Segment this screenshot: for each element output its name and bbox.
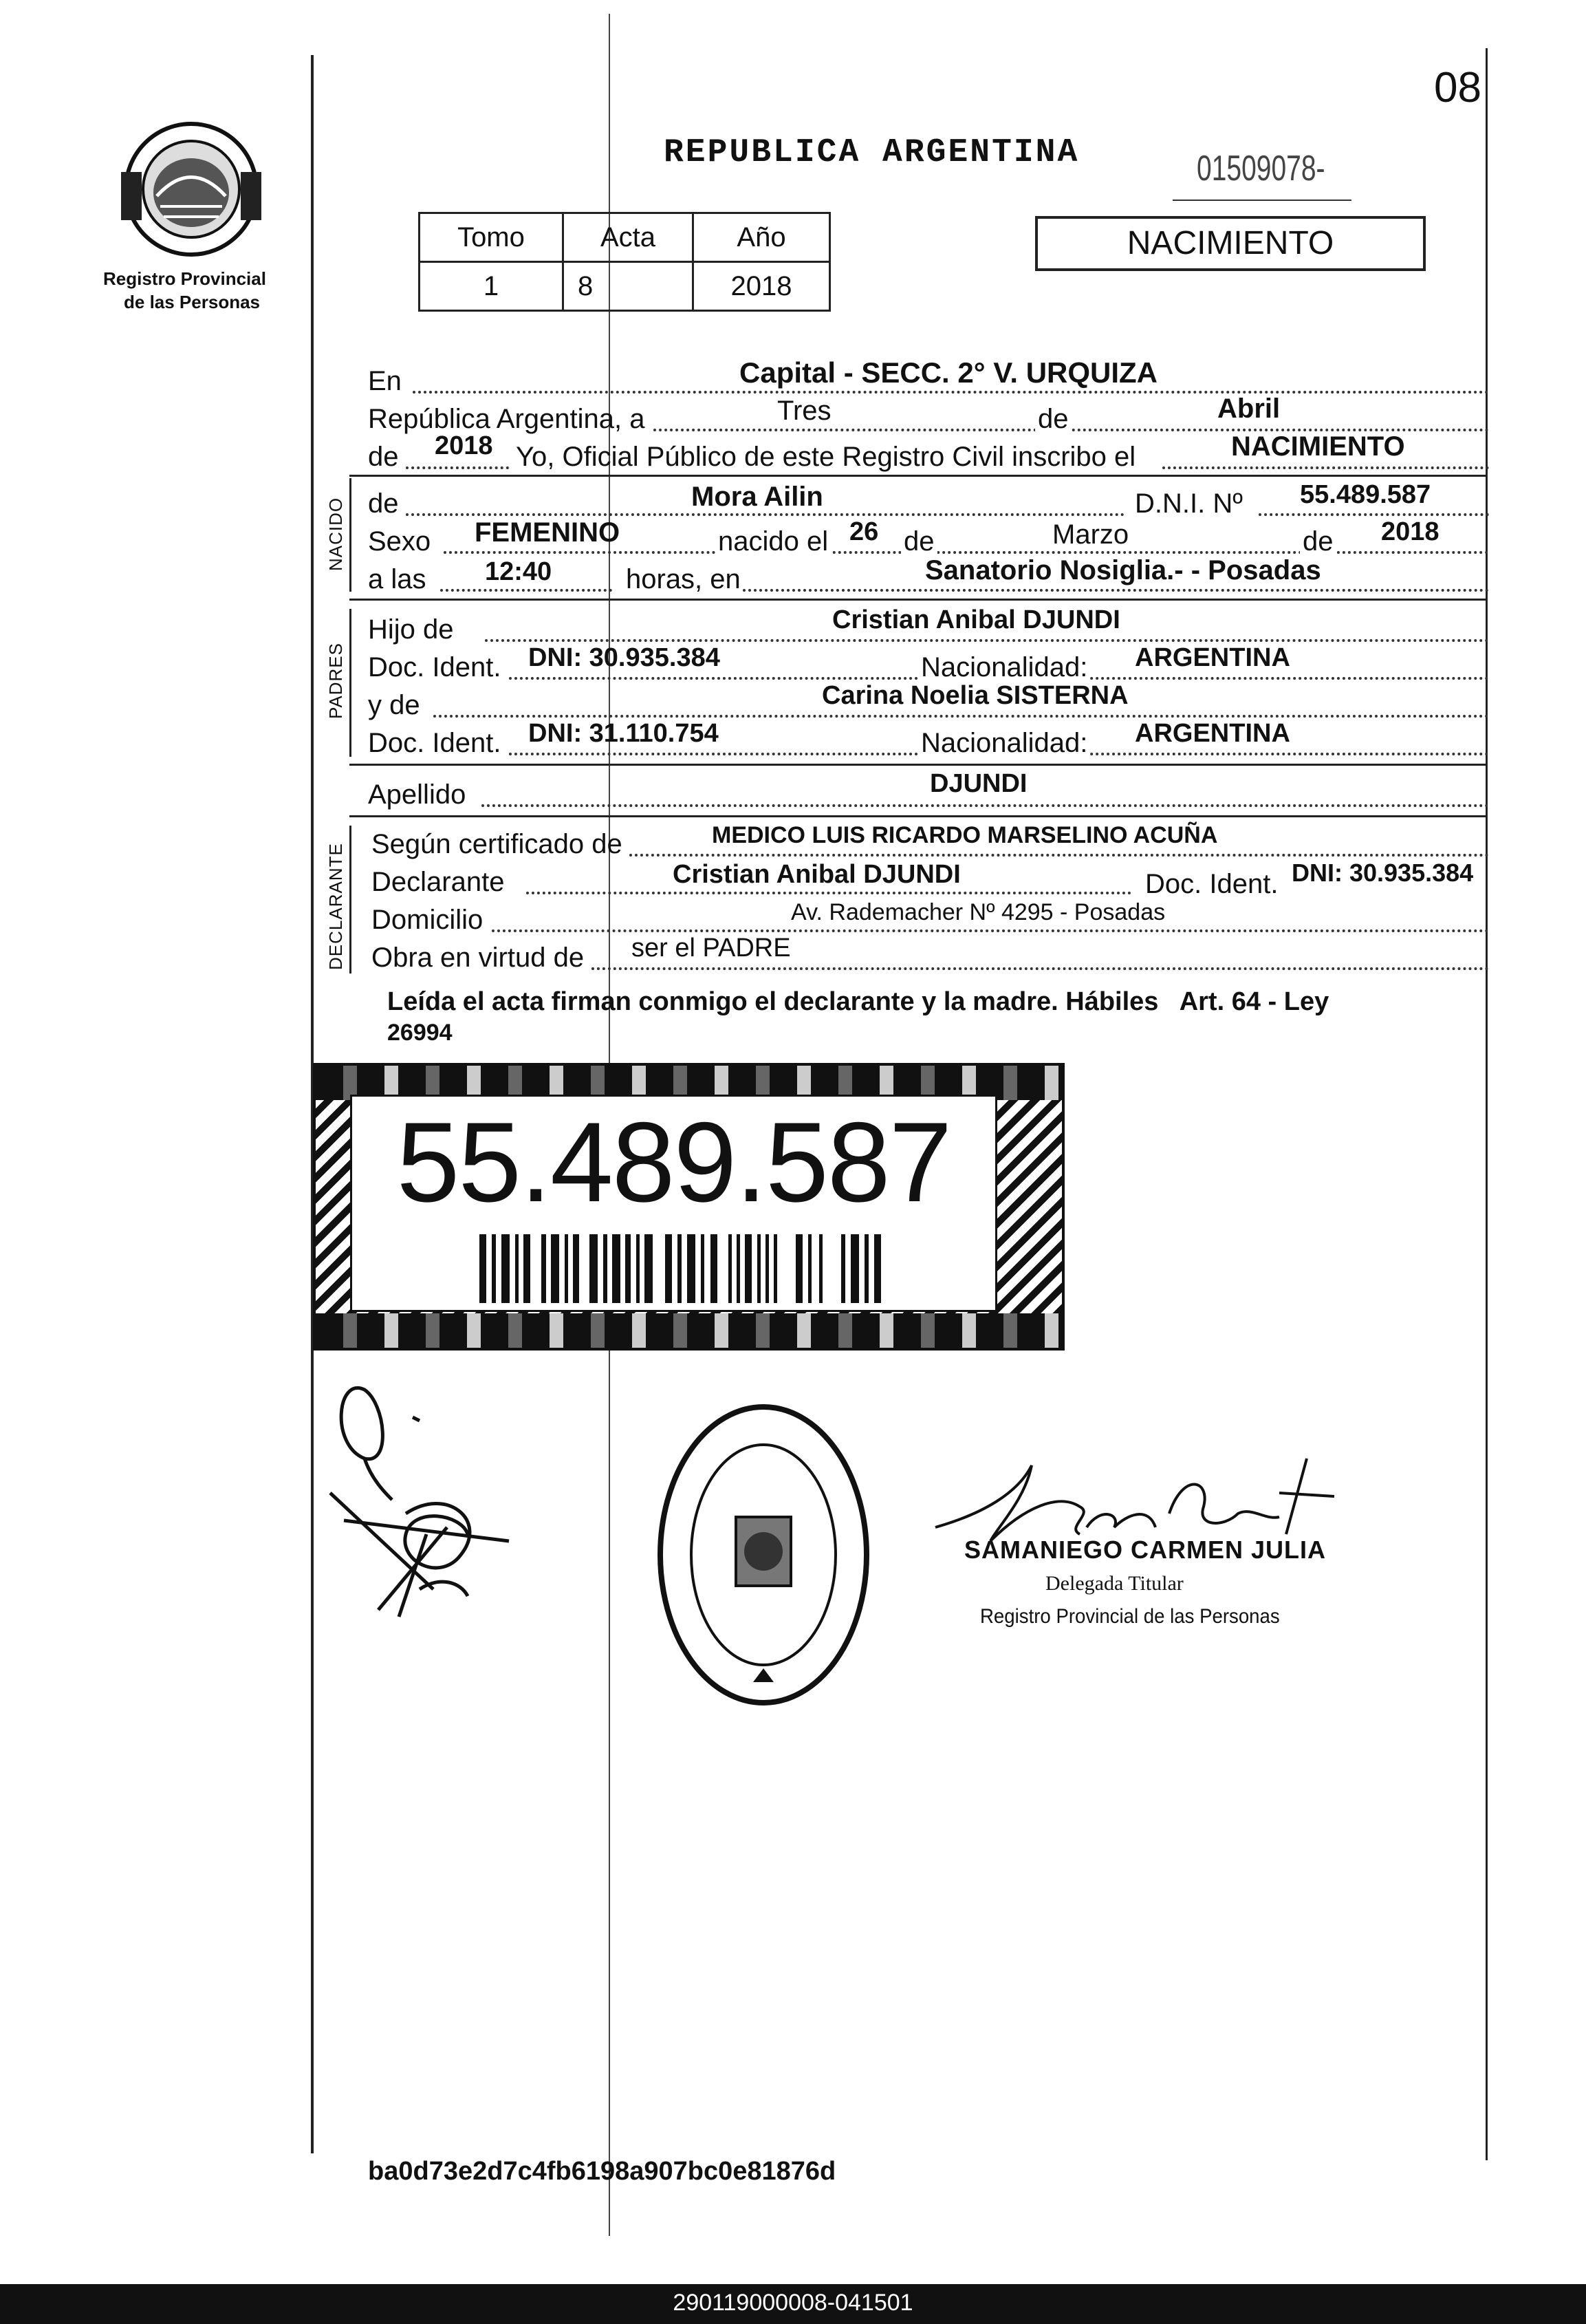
section-separator <box>349 815 1486 817</box>
section-label-padres: PADRES <box>325 643 346 719</box>
logo-caption-line1: Registro Provincial <box>103 268 266 289</box>
nacido-el-label: nacido el <box>715 526 831 557</box>
oficial-text: Yo, Oficial Público de este Registro Civil inscribo el <box>516 442 1136 472</box>
section-label-declarante: DECLARANTE <box>325 843 346 970</box>
obra-value: ser el PADRE <box>631 934 791 962</box>
table-header-ano: Año <box>693 213 829 262</box>
father-name: Cristian Anibal DJUNDI <box>832 605 1120 634</box>
domicilio-value: Av. Rademacher Nº 4295 - Posadas <box>791 899 1166 925</box>
en-label: En <box>368 366 402 396</box>
dotted-line <box>743 589 1489 592</box>
domicilio-label: Domicilio <box>371 905 484 935</box>
mother-doc: DNI: 31.110.754 <box>528 719 719 748</box>
section-label-nacido: NACIDO <box>325 497 346 571</box>
section-separator <box>349 599 1486 601</box>
child-sex: FEMENINO <box>475 517 620 548</box>
dni-label: D.N.I. Nº <box>1135 488 1243 519</box>
id-sticker <box>313 1063 1065 1351</box>
table-value-tomo: 1 <box>420 262 563 311</box>
record-type-box: NACIMIENTO <box>1035 216 1426 271</box>
segun-label: Según certificado de <box>371 829 622 859</box>
dotted-line <box>481 804 1489 807</box>
barcode <box>479 1234 882 1303</box>
y-de-label: y de <box>368 690 420 720</box>
a-las-label: a las <box>368 564 426 594</box>
child-dni: 55.489.587 <box>1300 480 1431 509</box>
certificado-value: MEDICO LUIS RICARDO MARSELINO ACUÑA <box>712 822 1218 848</box>
nacido-de-label: de <box>368 488 399 519</box>
sexo-label: Sexo <box>368 526 431 557</box>
dotted-line <box>406 513 1125 516</box>
dotted-line <box>591 967 1489 970</box>
event-type: NACIMIENTO <box>1231 431 1405 462</box>
section-bracket-nacido <box>349 478 351 592</box>
serial-underline <box>1173 200 1351 201</box>
republica-label: República Argentina, a <box>368 404 645 434</box>
dotted-line <box>440 589 612 592</box>
registration-year: 2018 <box>435 431 493 460</box>
mother-nationality: ARGENTINA <box>1135 719 1290 748</box>
birth-de1: de <box>901 526 937 557</box>
de-label-year: de <box>368 442 399 472</box>
official-name: SAMANIEGO CARMEN JULIA <box>964 1536 1327 1564</box>
document-hash: ba0d73e2d7c4fb6198a907bc0e81876d <box>368 2157 836 2186</box>
province-logo <box>116 117 267 261</box>
document-title: REPUBLICA ARGENTINA <box>664 134 1080 171</box>
right-margin-line <box>1486 48 1488 2160</box>
closing-text-line2: 26994 <box>387 1020 453 1046</box>
dotted-line <box>526 892 1131 894</box>
apellido-label: Apellido <box>368 779 466 810</box>
declarante-doc: DNI: 30.935.384 <box>1292 859 1474 887</box>
father-doc: DNI: 30.935.384 <box>528 643 720 672</box>
registration-day: Tres <box>777 396 832 426</box>
declarante-label: Declarante <box>371 867 505 897</box>
declarante-doc-label: Doc. Ident. <box>1145 869 1279 899</box>
section-bracket-declarante <box>349 826 351 973</box>
sticker-number: 55.489.587 <box>396 1099 951 1225</box>
dotted-line <box>1259 513 1489 516</box>
closing-text-line1: Leída el acta firman conmigo el declarante y la madre. Hábiles Art. 64 - Ley <box>387 987 1329 1016</box>
dotted-line <box>1162 466 1489 469</box>
birth-de2: de <box>1300 526 1336 557</box>
dotted-line <box>492 929 1489 932</box>
section-bracket-padres <box>349 609 351 757</box>
dotted-line <box>485 639 1489 642</box>
dotted-line <box>406 466 509 469</box>
father-doc-label: Doc. Ident. <box>368 652 501 682</box>
father-nationality-label: Nacionalidad: <box>918 652 1090 683</box>
table-header-acta: Acta <box>563 213 693 262</box>
page-number: 08 <box>1434 64 1481 111</box>
registry-place: Capital - SECC. 2° V. URQUIZA <box>739 356 1158 389</box>
footer-code: 290119000008-041501 <box>673 2290 913 2316</box>
table-value-acta: 8 <box>563 262 693 311</box>
mother-doc-label: Doc. Ident. <box>368 728 501 758</box>
table-header-tomo: Tomo <box>420 213 563 262</box>
official-role: Delegada Titular <box>1045 1572 1184 1595</box>
sticker-panel <box>350 1095 997 1312</box>
logo-caption-line2: de las Personas <box>124 292 260 312</box>
footer-bar <box>0 2284 1586 2324</box>
de-label-month: de <box>1035 404 1072 435</box>
official-seal <box>650 1397 877 1713</box>
dotted-line <box>413 391 1489 394</box>
record-table <box>418 212 831 312</box>
birth-time: 12:40 <box>485 557 552 586</box>
declarante-name: Cristian Anibal DJUNDI <box>673 860 961 889</box>
birth-month: Marzo <box>1052 519 1129 550</box>
sticker-bottom-band <box>316 1313 1062 1348</box>
declarant-signature <box>323 1362 557 1631</box>
birth-year: 2018 <box>1381 517 1440 546</box>
father-nationality: ARGENTINA <box>1135 643 1290 672</box>
child-name: Mora Ailin <box>691 482 823 512</box>
apellido-value: DJUNDI <box>930 769 1028 798</box>
section-separator <box>349 475 1486 477</box>
section-separator <box>349 764 1486 766</box>
birth-day: 26 <box>849 517 879 546</box>
dotted-line <box>433 715 1489 718</box>
official-org: Registro Provincial de las Personas <box>980 1605 1280 1628</box>
mother-name: Carina Noelia SISTERNA <box>822 681 1129 710</box>
registration-month: Abril <box>1217 394 1281 424</box>
mother-nationality-label: Nacionalidad: <box>918 728 1090 759</box>
serial-number: 01509078- <box>1197 149 1325 189</box>
obra-label: Obra en virtud de <box>371 943 585 973</box>
horas-label: horas, en <box>626 564 741 594</box>
dotted-line <box>629 854 1489 857</box>
table-value-ano: 2018 <box>693 262 829 311</box>
birth-place: Sanatorio Nosiglia.- - Posadas <box>925 555 1321 585</box>
hijo-de-label: Hijo de <box>368 614 454 645</box>
